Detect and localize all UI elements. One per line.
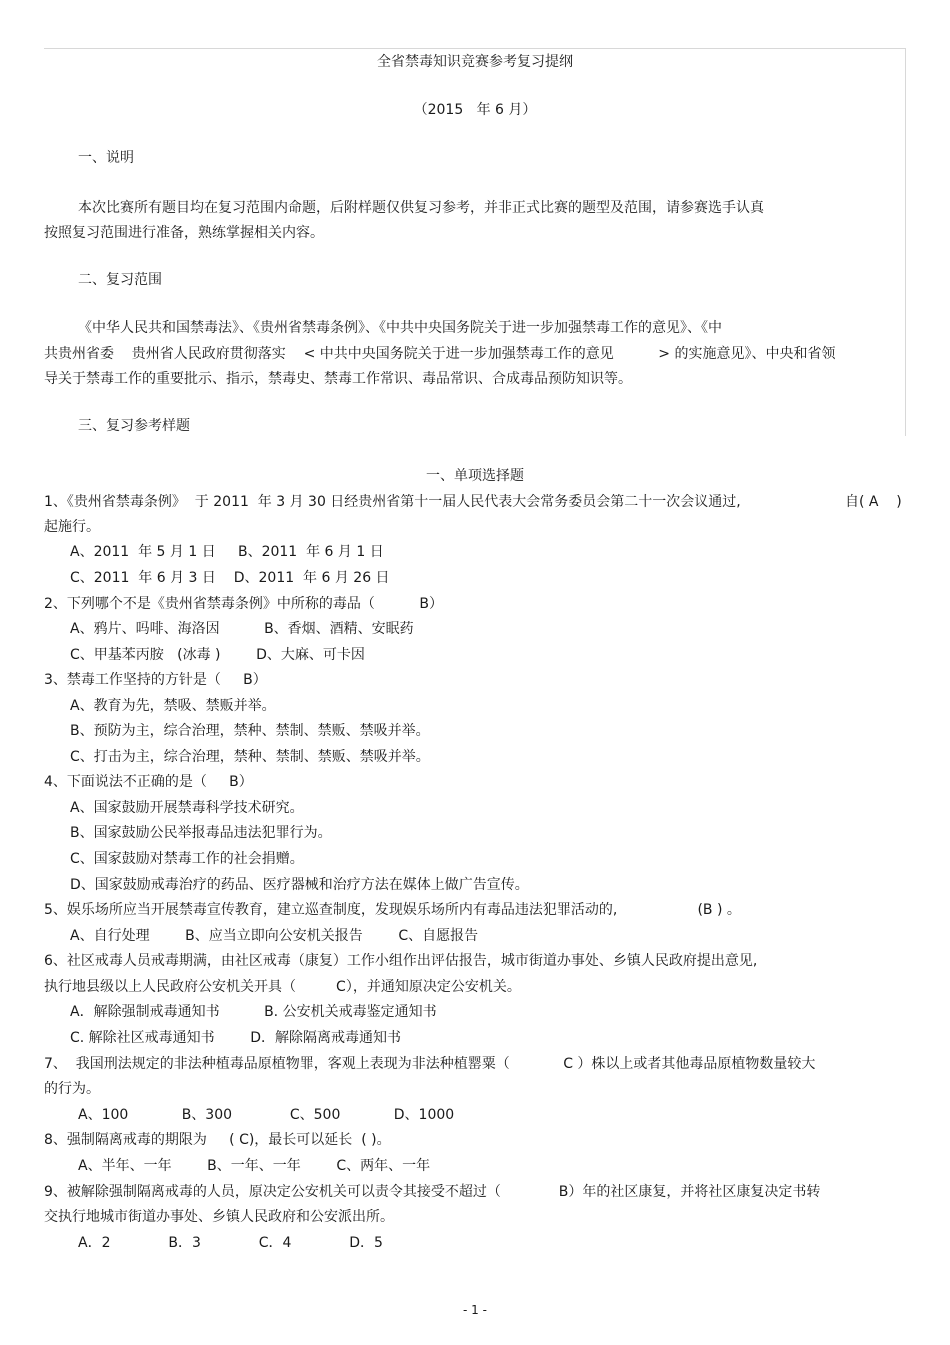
question-line: 执行地县级以上人民政府公安机关开具（ C），并通知原决定公安机关。 bbox=[44, 979, 521, 995]
option-line: C、打击为主，综合治理，禁种、禁制、禁贩、禁吸并举。 bbox=[70, 749, 430, 765]
quiz-heading: 一、单项选择题 bbox=[426, 468, 524, 484]
paragraph-line: 按照复习范围进行准备，熟练掌握相关内容。 bbox=[44, 225, 324, 241]
option-line: C、甲基苯丙胺 (冰毒 ) D、大麻、可卡因 bbox=[70, 647, 365, 663]
option-line: A、国家鼓励开展禁毒科学技术研究。 bbox=[70, 800, 304, 816]
document-title: 全省禁毒知识竞赛参考复习提纲 bbox=[377, 54, 573, 70]
question-line: 7、 我国刑法规定的非法种植毒品原植物罪，客观上表现为非法种植罂粟（ C ）株以上或者其他毒品原植物数量较大 bbox=[44, 1056, 816, 1072]
document-date: （2015 年 6 月） bbox=[413, 102, 537, 118]
option-line: A、鸦片、吗啡、海洛因 B、香烟、酒精、安眠药 bbox=[70, 621, 414, 637]
option-line: A．解除强制戒毒通知书 B. 公安机关戒毒鉴定通知书 bbox=[70, 1004, 437, 1020]
option-line: D、国家鼓励戒毒治疗的药品、医疗器械和治疗方法在媒体上做广告宣传。 bbox=[70, 877, 529, 893]
paragraph-line: 《中华人民共和国禁毒法》、《贵州省禁毒条例》、《中共中央国务院关于进一步加强禁毒工作的意见》、《中 bbox=[78, 320, 722, 336]
section-heading-scope: 二、复习范围 bbox=[78, 272, 162, 288]
paragraph-line: 导关于禁毒工作的重要批示、指示，禁毒史、禁毒工作常识、毒品常识、合成毒品预防知识等。 bbox=[44, 371, 632, 387]
question-line: 交执行地城市街道办事处、乡镇人民政府和公安派出所。 bbox=[44, 1209, 394, 1225]
section-heading-explanation: 一、说明 bbox=[78, 150, 134, 166]
section-heading-samples: 三、复习参考样题 bbox=[78, 418, 190, 434]
option-line: A、教育为先，禁吸、禁贩并举。 bbox=[70, 698, 276, 714]
question-line: 8、强制隔离戒毒的期限为 ( C)，最长可以延长 ( )。 bbox=[44, 1132, 391, 1148]
question-line: 9、被解除强制隔离戒毒的人员，原决定公安机关可以责令其接受不超过（ B）年的社区康复，并将社区康复决定书转 bbox=[44, 1184, 821, 1200]
question-line: 1、《贵州省禁毒条例》 于 2011 年 3 月 30 日经贵州省第十一届人民代表大会常务委员会第二十一次会议通过, bbox=[44, 494, 741, 510]
question-line: 起施行。 bbox=[44, 519, 100, 535]
option-line: A、2011 年 5 月 1 日 B、2011 年 6 月 1 日 bbox=[70, 544, 384, 560]
option-line: A．2 B．3 C．4 D．5 bbox=[78, 1235, 383, 1251]
option-line: A、半年、一年 B、一年、一年 C、两年、一年 bbox=[78, 1158, 431, 1174]
paragraph-line: 共贵州省委 贵州省人民政府贯彻落实 < 中共中央国务院关于进一步加强禁毒工作的意见 > 的实施意见》、中央和省领 bbox=[44, 346, 836, 362]
question-line: 3、禁毒工作坚持的方针是（ B） bbox=[44, 672, 267, 688]
option-line: A、100 B、300 C、500 D、1000 bbox=[78, 1107, 455, 1123]
paragraph-line: 本次比赛所有题目均在复习范围内命题，后附样题仅供复习参考，并非正式比赛的题型及范围，请参赛选手认真 bbox=[78, 200, 764, 216]
option-line: B、预防为主，综合治理，禁种、禁制、禁贩、禁吸并举。 bbox=[70, 723, 430, 739]
option-line: C、2011 年 6 月 3 日 D、2011 年 6 月 26 日 bbox=[70, 570, 390, 586]
question-line: 6、社区戒毒人员戒毒期满，由社区戒毒（康复）工作小组作出评估报告，城市街道办事处、乡镇人民政府提出意见, bbox=[44, 953, 758, 969]
question-line: 2、下列哪个不是《贵州省禁毒条例》中所称的毒品（ B） bbox=[44, 596, 444, 612]
question-line: 5、娱乐场所应当开展禁毒宣传教育，建立巡查制度，发现娱乐场所内有毒品违法犯罪活动的, (B ) 。 bbox=[44, 902, 741, 918]
question-line: 4、下面说法不正确的是（ B） bbox=[44, 774, 253, 790]
option-line: C、国家鼓励对禁毒工作的社会捐赠。 bbox=[70, 851, 304, 867]
option-line: A、自行处理 B、应当立即向公安机关报告 C、自愿报告 bbox=[70, 928, 479, 944]
top-border-rule bbox=[44, 48, 906, 49]
question-line: 的行为。 bbox=[44, 1081, 100, 1097]
question-answer: 自( A ) bbox=[845, 494, 902, 510]
option-line: B、国家鼓励公民举报毒品违法犯罪行为。 bbox=[70, 825, 332, 841]
page-number: - 1 - bbox=[463, 1303, 487, 1317]
option-line: C. 解除社区戒毒通知书 D．解除隔离戒毒通知书 bbox=[70, 1030, 402, 1046]
